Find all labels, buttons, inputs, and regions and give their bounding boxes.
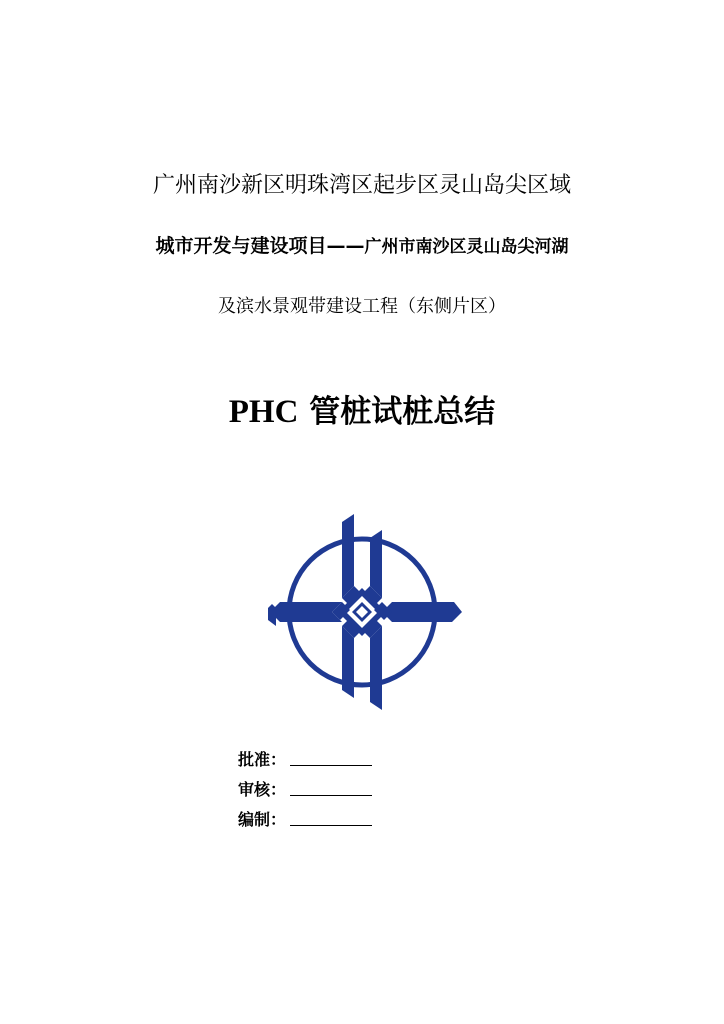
company-logo-icon xyxy=(262,508,462,716)
project-title-line-1: 广州南沙新区明珠湾区起步区灵山岛尖区域 xyxy=(152,173,571,198)
signature-line-approve xyxy=(290,764,372,766)
document-title-latin: PHC xyxy=(228,394,299,430)
signature-label-approve: 批准： xyxy=(238,750,287,769)
document-title-cn: 管桩试桩总结 xyxy=(298,394,496,430)
signature-row-compile xyxy=(238,806,372,830)
signature-row-review xyxy=(238,776,372,800)
project-title-line-3: 及滨水景观带建设工程（东侧片区） xyxy=(218,296,506,317)
project-title-line-2-rest: 广州市南沙区灵山岛尖河湖 xyxy=(364,237,569,257)
signature-line-compile xyxy=(290,824,372,826)
project-title-line-2-bold: 城市开发与建设项目—— xyxy=(155,235,365,257)
signature-row-approve xyxy=(238,746,372,770)
document-title xyxy=(0,386,724,431)
signature-line-review xyxy=(290,794,372,796)
signature-label-review: 审核： xyxy=(238,780,287,799)
signature-label-compile: 编制： xyxy=(238,810,287,829)
project-title-line-2 xyxy=(0,231,724,258)
